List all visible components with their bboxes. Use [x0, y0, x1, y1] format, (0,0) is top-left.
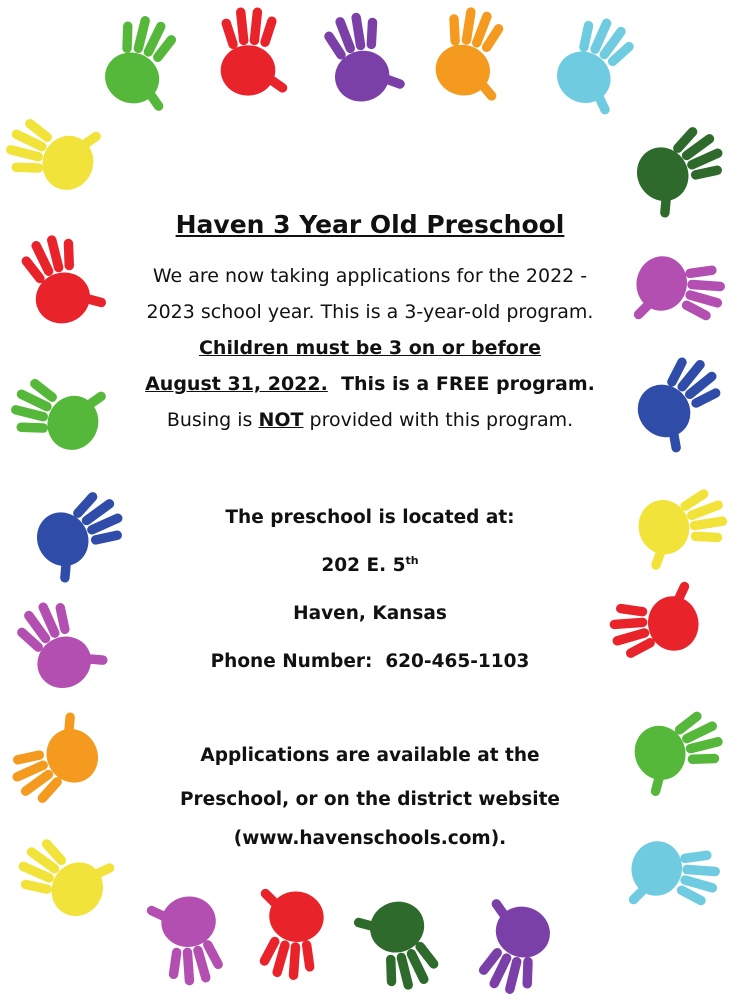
flyer-title: Haven 3 Year Old Preschool — [175, 210, 565, 239]
handprint-icon — [319, 4, 408, 107]
handprint-icon — [627, 119, 738, 223]
handprint-icon — [547, 9, 651, 120]
address-city: Haven, Kansas — [293, 603, 447, 624]
age-requirement: Children must be 3 on or before — [198, 337, 542, 359]
handprint-icon — [463, 894, 558, 1001]
handprint-icon — [627, 705, 734, 800]
handprint-icon — [0, 103, 106, 198]
intro-line: 2023 school year. This is a 3-year-old program. — [146, 301, 594, 323]
busing-note — [120, 402, 620, 438]
intro-line — [120, 366, 620, 402]
handprint-icon — [630, 252, 729, 335]
handprint-icon — [245, 885, 328, 984]
handprint-icon — [9, 587, 113, 698]
handprint-icon — [430, 2, 519, 105]
busing-text: provided with this program. — [303, 409, 574, 431]
handprint-icon — [4, 363, 111, 458]
handprint-icon — [144, 892, 227, 991]
handprint-icon — [350, 894, 445, 1001]
applications-block — [120, 734, 620, 856]
handprint-icon — [15, 224, 110, 331]
handprint-icon — [0, 708, 108, 812]
busing-text: Busing is — [166, 409, 259, 431]
handprint-icon — [627, 347, 738, 458]
handprint-icon — [632, 484, 735, 573]
free-program-note: This is a FREE program. — [327, 373, 595, 395]
intro-line: We are now taking applications for the 2022 - — [152, 265, 588, 287]
cutoff-date: August 31, 2022. — [145, 373, 328, 395]
applications-line: Preschool, or on the district website — [180, 789, 560, 810]
intro-paragraph — [120, 258, 620, 438]
handprint-icon — [625, 837, 724, 920]
busing-not: NOT — [258, 409, 304, 431]
address-street — [120, 542, 620, 590]
address-ordinal: th — [405, 553, 419, 567]
address-street-text: 202 E. 5 — [321, 555, 406, 576]
handprint-icon — [220, 7, 289, 96]
location-block — [120, 494, 620, 686]
website-link[interactable]: (www.havenschools.com). — [233, 828, 507, 849]
phone-number: Phone Number: 620-465-1103 — [210, 651, 530, 672]
applications-line: Applications are available at the — [200, 745, 540, 766]
location-label: The preschool is located at: — [225, 507, 515, 528]
handprint-icon — [9, 822, 120, 926]
flyer-text — [120, 210, 620, 856]
handprint-icon — [97, 9, 192, 116]
